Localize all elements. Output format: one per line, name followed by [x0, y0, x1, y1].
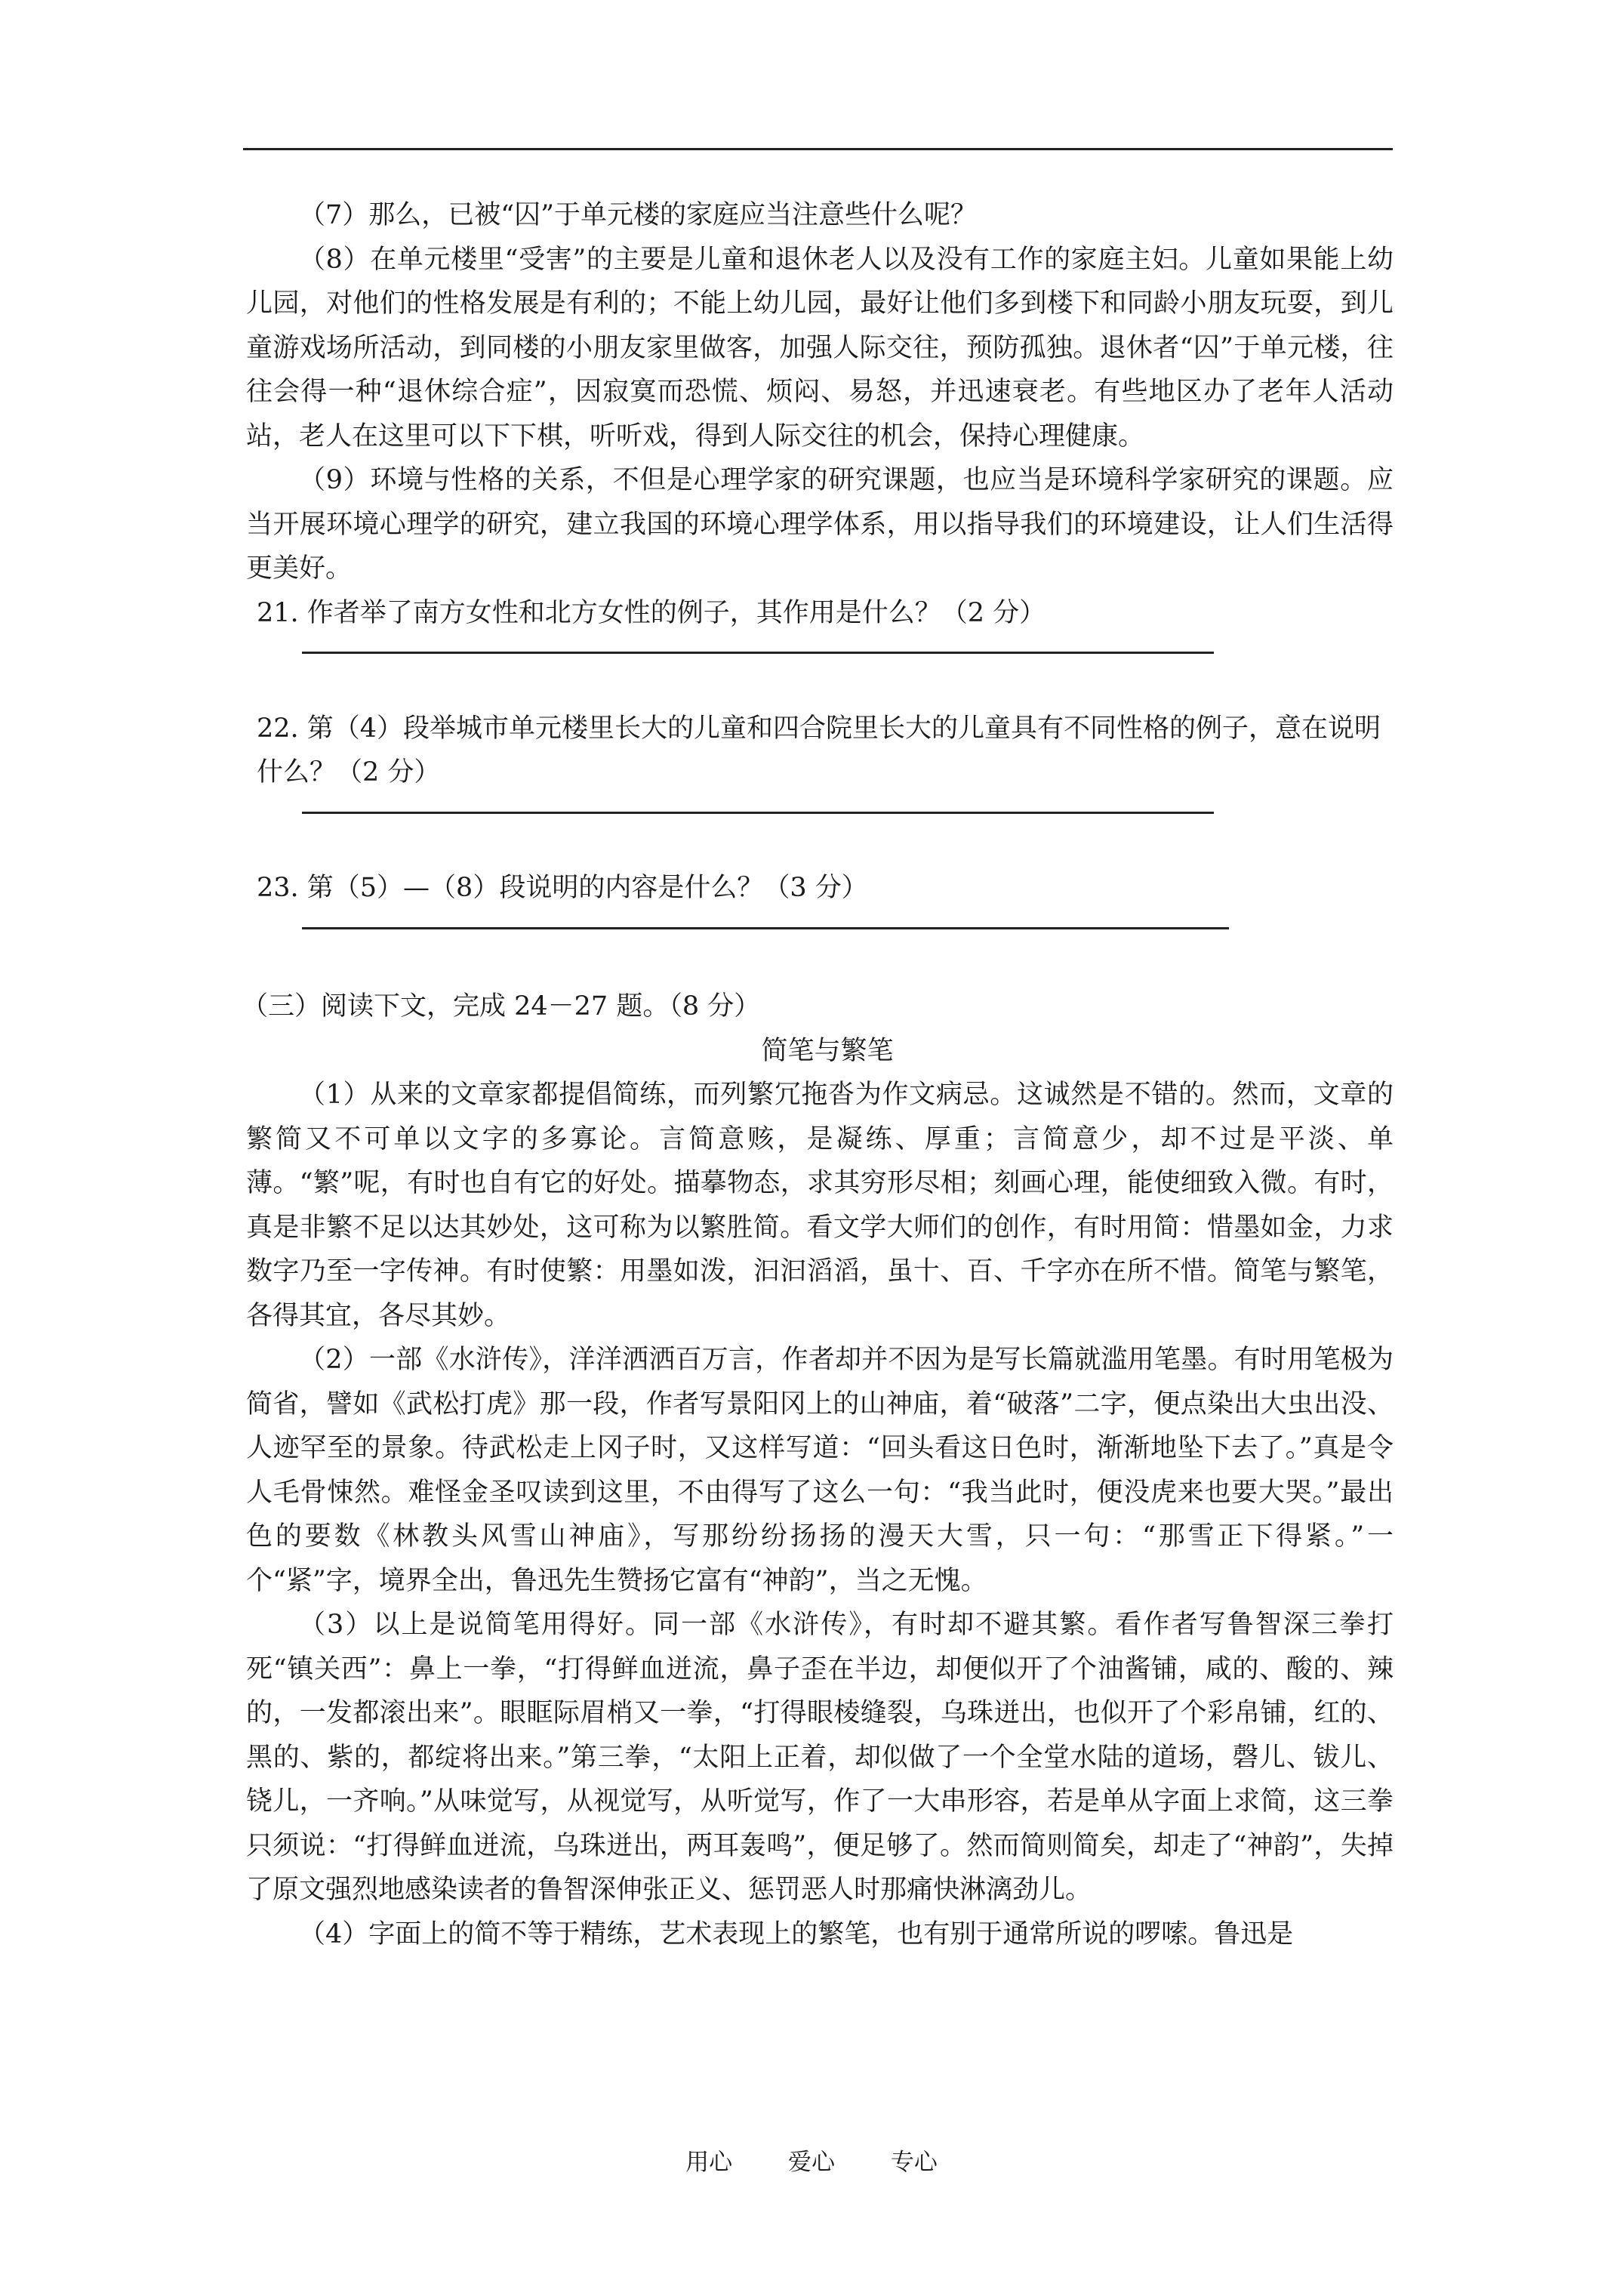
- question-21: 21. 作者举了南方女性和北方女性的例子，其作用是什么？（2 分）: [257, 597, 1046, 628]
- footer-item: 用心: [685, 2149, 733, 2176]
- article-paragraph-3: （3）以上是说简笔用得好。同一部《水浒传》，有时却不避其繁。看作者写鲁智深三拳打死“镇关西”：鼻上一拳，“打得鲜血迸流，鼻子歪在半边，却便似开了个油酱铺，咸的、酸的、辣的，一发都滚出来”。眼眶际眉梢又一拳，“打得眼棱缝裂，乌珠迸出，也似开了个彩帛铺，红的、黑的、紫的，都绽将出来。”第三拳，“太阳上正着，却似做了一个全堂水陆的道场，磬儿、钹儿、铙儿，一齐响。”从味觉写，从视觉写，从听觉写，作了一大串形容，若是单从字面上求简，这三拳只须说：“打得鲜血迸流，乌珠迸出，两耳轰鸣”，便足够了。然而简则简矣，却走了“神韵”，失掉了原文强烈地感染读者的鲁智深伸张正义、惩罚恶人时那痛快淋漓劲儿。: [246, 1610, 1394, 1905]
- answer-line-23[interactable]: [302, 911, 1394, 955]
- article-paragraph-4: （4）字面上的简不等于精练，艺术表现上的繁笔，也有别于通常所说的啰嗦。鲁迅是: [299, 1918, 1294, 1949]
- section-heading: （三）阅读下文，完成 24－27 题。（8 分）: [242, 991, 761, 1022]
- page-footer: [0, 2143, 1623, 2177]
- article-title: 简笔与繁笔: [761, 1035, 894, 1066]
- answer-line-21[interactable]: [302, 635, 1394, 680]
- answer-line-22[interactable]: [302, 795, 1394, 840]
- footer-item: 专心: [890, 2149, 938, 2176]
- article-paragraph-1: （1）从来的文章家都提倡简练，而列繁冗拖沓为作文病忌。这诚然是不错的。然而，文章的繁简又不可单以文字的多寡论。言简意赅，是凝练、厚重；言简意少，却不过是平淡、单薄。“繁”呢，有时也自有它的好处。描摹物态，求其穷形尽相；刻画心理，能使细致入微。有时，真是非繁不足以达其妙处，这可称为以繁胜简。看文学大师们的创作，有时用简：惜墨如金，力求数字乃至一字传神。有时使繁：用墨如泼，汩汩滔滔，虽十、百、千字亦在所不惜。简笔与繁笔，各得其宜，各尽其妙。: [246, 1080, 1394, 1331]
- page-content: [242, 193, 1394, 1956]
- question-23: 23. 第（5）—（8）段说明的内容是什么？（3 分）: [257, 873, 868, 903]
- paragraph-7: （7）那么，已被“囚”于单元楼的家庭应当注意些什么呢？: [299, 200, 978, 230]
- header-rule: [243, 148, 1393, 150]
- article-paragraph-2: （2）一部《水浒传》，洋洋洒洒百万言，作者却并不因为是写长篇就滥用笔墨。有时用笔极为简省，譬如《武松打虎》那一段，作者写景阳冈上的山神庙，着“破落”二字，便点染出大虫出没、人迹罕至的景象。待武松走上冈子时，又这样写道：“回头看这日色时，渐渐地坠下去了。”真是令人毛骨悚然。难怪金圣叹读到这里，不由得写了这么一句：“我当此时，便没虎来也要大哭。”最出色的要数《林教头风雪山神庙》，写那纷纷扬扬的漫天大雪，只一句：“那雪正下得紧。”一个“紧”字，境界全出，鲁迅先生赞扬它富有“神韵”，当之无愧。: [246, 1345, 1394, 1596]
- paragraph-9: （9）环境与性格的关系，不但是心理学家的研究课题，也应当是环境科学家研究的课题。应当开展环境心理学的研究，建立我国的环境心理学体系，用以指导我们的环境建设，让人们生活得更美好。: [246, 465, 1394, 584]
- footer-item: 爱心: [788, 2149, 835, 2176]
- paragraph-8: （8）在单元楼里“受害”的主要是儿童和退休老人以及没有工作的家庭主妇。儿童如果能上幼儿园，对他们的性格发展是有利的；不能上幼儿园，最好让他们多到楼下和同龄小朋友玩耍，到儿童游戏场所活动，到同楼的小朋友家里做客，加强人际交往，预防孤独。退休者“囚”于单元楼，往往会得一种“退休综合症”，因寂寞而恐慌、烦闷、易怒，并迅速衰老。有些地区办了老年人活动站，老人在这里可以下下棋，听听戏，得到人际交往的机会，保持心理健康。: [246, 244, 1394, 451]
- question-22: 22. 第（4）段举城市单元楼里长大的儿童和四合院里长大的儿童具有不同性格的例子，意在说明什么？（2 分）: [257, 713, 1381, 787]
